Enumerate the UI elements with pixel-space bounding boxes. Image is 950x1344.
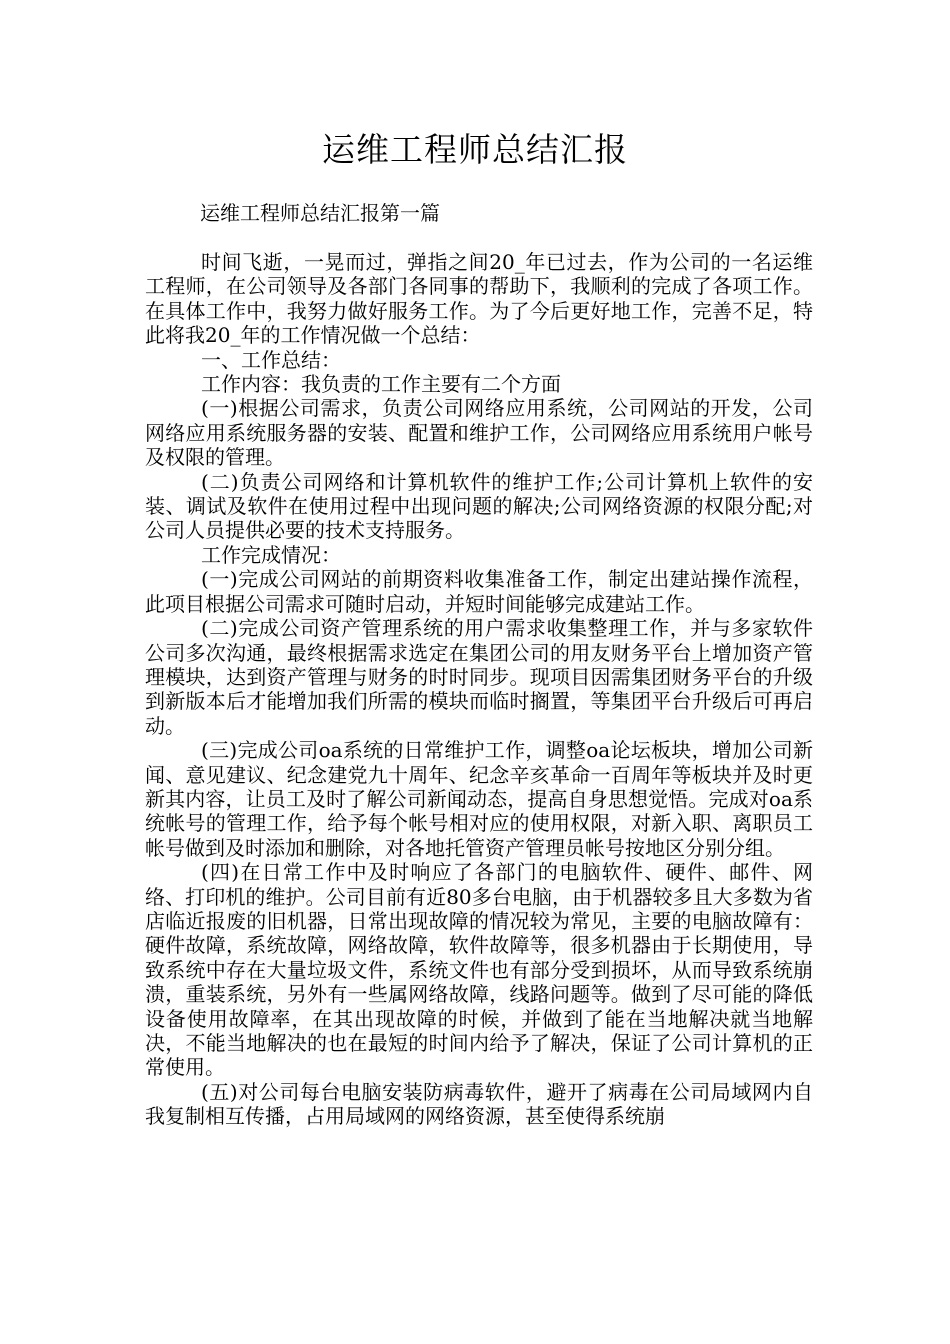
- paragraph-work-content: 工作内容：我负责的工作主要有二个方面: [201, 372, 561, 397]
- document-title: 运维工程师总结汇报: [322, 130, 628, 169]
- section-heading-work-summary: 一、工作总结：: [201, 347, 341, 372]
- paragraph-duty-1: (一)根据公司需求，负责公司网络应用系统，公司网站的开发，公司网络应用系统服务器的安装、配置和维护工作，公司网络应用系统用户帐号及权限的管理。: [145, 396, 813, 470]
- document-subtitle: 运维工程师总结汇报第一篇: [200, 201, 440, 225]
- paragraph-completion-2: (二)完成公司资产管理系统的用户需求收集整理工作，并与多家软件公司多次沟通，最终根据需求选定在集团公司的用友财务平台上增加资产管理模块，达到资产管理与财务的时时同步。现项目因需集团财务平台的升级到新版本后才能增加我们所需的模块而临时搁置，等集团平台升级后可再启动。: [145, 616, 813, 738]
- paragraph-completion-1: (一)完成公司网站的前期资料收集准备工作，制定出建站操作流程，此项目根据公司需求可随时启动，并短时间能够完成建站工作。: [145, 567, 813, 616]
- section-heading-completion: 工作完成情况：: [201, 542, 341, 567]
- paragraph-completion-4: (四)在日常工作中及时响应了各部门的电脑软件、硬件、邮件、网络、打印机的维护。公司目前有近80多台电脑，由于机器较多且大多数为省店临近报废的旧机器，日常出现故障的情况较为常见，主要的电脑故障有：硬件故障，系统故障，网络故障，软件故障等，很多机器由于长期使用，导致系统中存在大量垃圾文件，系统文件也有部分受到损坏，从而导致系统崩溃，重装系统，另外有一些属网络故障，线路问题等。做到了尽可能的降低设备使用故障率，在其出现故障的时候，并做到了能在当地解决就当地解决，不能当地解决的也在最短的时间内给予了解决，保证了公司计算机的正常使用。: [145, 860, 813, 1080]
- document-body: [145, 250, 813, 1129]
- paragraph-completion-3: (三)完成公司oa系统的日常维护工作，调整oa论坛板块，增加公司新闻、意见建议、纪念建党九十周年、纪念辛亥革命一百周年等板块并及时更新其内容，让员工及时了解公司新闻动态，提高自身思想觉悟。完成对oa系统帐号的管理工作，给予每个帐号相对应的使用权限，对新入职、离职员工帐号做到及时添加和删除，对各地托管资产管理员帐号按地区分别分组。: [145, 738, 813, 860]
- paragraph-intro: 时间飞逝，一晃而过，弹指之间20_年已过去，作为公司的一名运维工程师，在公司领导及各部门各同事的帮助下，我顺利的完成了各项工作。在具体工作中，我努力做好服务工作。为了今后更好地工作，完善不足，特此将我20_年的工作情况做一个总结：: [145, 250, 813, 348]
- paragraph-duty-2: (二)负责公司网络和计算机软件的维护工作;公司计算机上软件的安装、调试及软件在使用过程中出现问题的解决;公司网络资源的权限分配;对公司人员提供必要的技术支持服务。: [145, 469, 813, 543]
- paragraph-completion-5: (五)对公司每台电脑安装防病毒软件，避开了病毒在公司局域网内自我复制相互传播，占用局域网的网络资源，甚至使得系统崩: [145, 1079, 813, 1129]
